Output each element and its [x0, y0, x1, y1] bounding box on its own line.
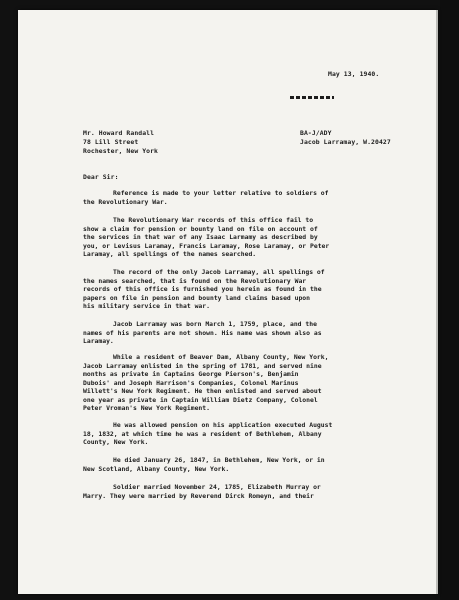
paragraph-line: Peter Vroman's New York Regiment. — [83, 404, 210, 412]
paragraph-line: show a claim for pension or bounty land on file on account of — [83, 224, 318, 233]
paragraph-line: Jacob Larramay enlisted in the spring of 1781, and served nine — [83, 361, 322, 370]
paragraph-reference — [83, 189, 328, 206]
file-ref-code: BA-J/ADY — [300, 129, 332, 137]
paragraph-line: the names searched, that is found on the Revolutionary War — [83, 276, 307, 285]
paragraph-death — [83, 456, 325, 473]
paragraph-line: While a resident of Beaver Dam, Albany County, New York, — [113, 353, 329, 361]
recipient-name: Mr. Howard Randall — [83, 129, 155, 137]
paragraph-line: the Revolutionary War. — [83, 197, 168, 206]
paragraph-pension — [83, 421, 332, 447]
paragraph-line: months as private in Captains George Pierson's, Benjamin — [83, 370, 299, 378]
letter-date: May 13, 1940. — [328, 70, 380, 78]
paragraph-line: names of his parents are not shown. His name was shown also as — [83, 328, 322, 337]
paragraph-line: Marry. They were married by Reverend Dirck Romeyn, and their — [83, 491, 314, 500]
paragraph-service — [83, 353, 328, 413]
page-edge — [436, 10, 438, 594]
paragraph-line: Reference is made to your letter relative to soldiers of — [113, 189, 329, 197]
paragraph-line: the services in that war of any Isaac Larmamy as described by — [83, 233, 318, 241]
date-underline-dots — [290, 96, 334, 99]
paragraph-line: He was allowed pension on his application executed August — [113, 421, 333, 429]
paragraph-line: Jacob Larramay was born March 1, 1759, place, and the — [113, 320, 317, 328]
paragraph-line: papers on file in pension and bounty land claims based upon — [83, 293, 311, 302]
paragraph-line: you, or Levisus Laramay, Francis Laramay, Rose Laramay, or Peter — [83, 241, 330, 250]
letter-page — [18, 10, 438, 594]
file-ref-name: Jacob Larramay, W.20427 — [300, 138, 391, 146]
recipient-city: Rochester, New York — [83, 147, 159, 155]
paragraph-line: Laramay. — [83, 337, 114, 345]
paragraph-line: New Scotland, Albany County, New York. — [83, 464, 230, 473]
paragraph-no-claim — [83, 216, 329, 259]
paragraph-line: records of this office is furnished you herein as found in the — [83, 285, 322, 293]
paragraph-line: Laramay, all spellings of the names searched. — [83, 250, 257, 258]
salutation: Dear Sir: — [83, 173, 119, 181]
paragraph-line: 18, 1832, at which time he was a resident of Bethlehem, Albany — [83, 429, 322, 438]
paragraph-line: Willett's New York Regiment. He then enlisted and served about — [83, 387, 322, 395]
paragraph-birth — [83, 320, 322, 346]
paragraph-line: Dubois' and Joseph Harrison's Companies, Colonel Marinus — [83, 378, 299, 387]
paragraph-line: County, New York. — [83, 438, 149, 446]
paragraph-marriage — [83, 483, 321, 500]
paragraph-record — [83, 268, 325, 311]
paragraph-line: The Revolutionary War records of this office fail to — [113, 216, 314, 224]
recipient-street: 78 Lill Street — [83, 138, 139, 146]
scanner-edge — [440, 0, 459, 600]
paragraph-line: one year as private in Captain William Dietz Company, Colonel — [83, 395, 318, 404]
paragraph-line: He died January 26, 1847, in Bethlehem, New York, or in — [113, 456, 325, 464]
paragraph-line: The record of the only Jacob Larramay, all spellings of — [113, 268, 325, 276]
paragraph-line: his military service in that war. — [83, 302, 210, 310]
paragraph-line: Soldier married November 24, 1785, Elizabeth Murray or — [113, 483, 321, 491]
